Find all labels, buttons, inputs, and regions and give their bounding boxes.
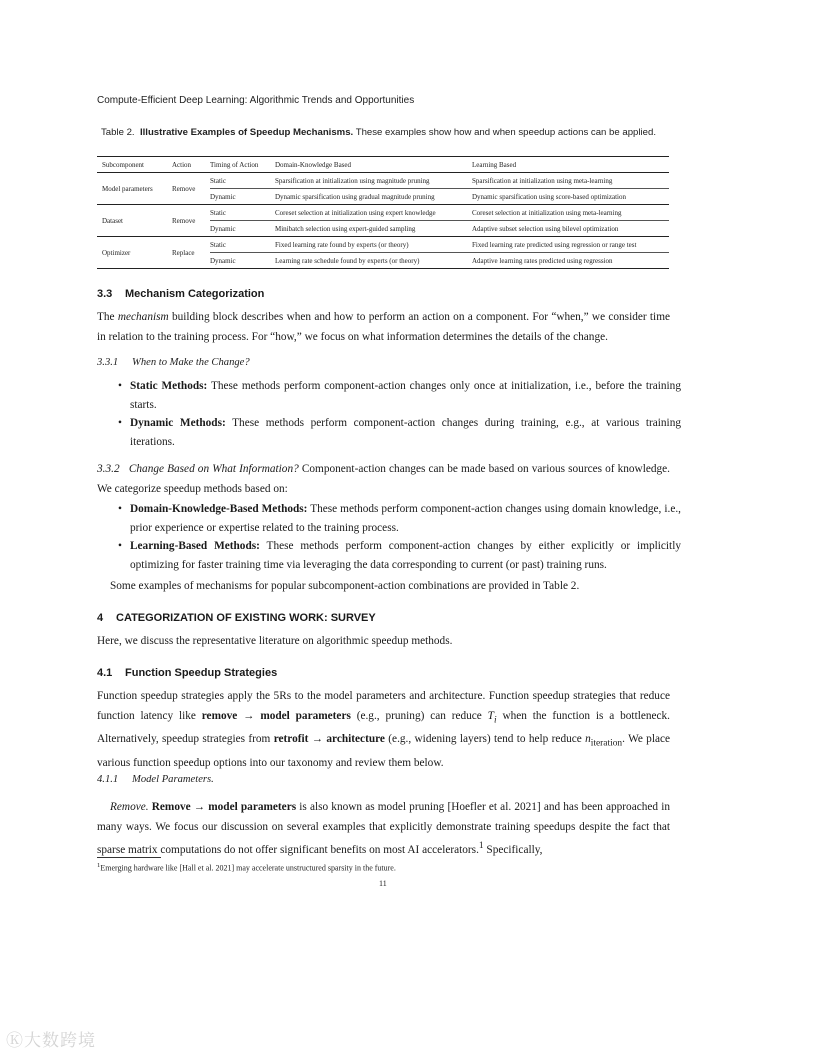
emphasis-remove: remove xyxy=(201,709,238,722)
table-cell-domain: Coreset selection at initialization using expert knowledge xyxy=(275,205,472,221)
table-cell-domain: Fixed learning rate found by experts (or theory) xyxy=(275,237,472,253)
section-heading-3-3 xyxy=(97,288,264,300)
list-item-text: These methods perform component-action changes during training, e.g., at various training iterations. xyxy=(130,417,681,448)
table-cell-timing: Dynamic xyxy=(210,189,275,205)
table-cell-domain: Dynamic sparsification using gradual magnitude pruning xyxy=(275,189,472,205)
text-run: The xyxy=(97,311,118,323)
section-title: Mechanism Categorization xyxy=(125,288,265,300)
text-run: . We place various function speedup options into our taxonomy and review them below. xyxy=(97,733,671,769)
list-item-title: Dynamic Methods: xyxy=(130,417,226,429)
table-cell-learning: Coreset selection at initialization using meta-learning xyxy=(472,205,669,221)
bullet-icon: • xyxy=(118,380,122,392)
list-item-text: These methods perform component-action changes by either explicitly or implicitly optimizing for faster training time via leveraging the data corresponding to current (or past) training runs. xyxy=(130,540,681,571)
subsection-title: When to Make the Change? xyxy=(132,357,250,368)
table-row xyxy=(97,173,669,189)
run-in-heading: Remove. xyxy=(110,801,149,813)
table-cell-domain: Learning rate schedule found by experts (or theory) xyxy=(275,256,420,265)
bullet-icon: • xyxy=(118,417,122,429)
arrow-icon: → xyxy=(193,801,206,813)
section-number: 4.1 xyxy=(97,667,113,679)
paragraph-change-based xyxy=(97,460,670,499)
list-item-title: Domain-Knowledge-Based Methods: xyxy=(130,503,308,515)
arrow-icon: → xyxy=(243,709,255,722)
table-cell-learning: Sparsification at initialization using meta-learning xyxy=(472,173,669,189)
emphasis-model-parameters: model parameters xyxy=(208,801,297,813)
section-heading-4-1 xyxy=(97,667,277,679)
section-number: 3.3 xyxy=(97,288,113,300)
table-cell-subcomponent: Model parameters xyxy=(97,173,172,205)
subsection-title: Change Based on What Information? xyxy=(128,463,299,475)
list-item-title: Learning-Based Methods: xyxy=(130,540,260,552)
list-item-learning-based xyxy=(118,537,681,574)
math-subscript: i xyxy=(493,714,497,725)
table-cell-domain: Sparsification at initialization using magnitude pruning xyxy=(275,173,472,189)
subsection-number: 3.3.1 xyxy=(97,357,119,368)
math-variable: n xyxy=(585,733,591,746)
watermark-logo: Ⓚ大数跨境 xyxy=(6,1031,96,1050)
page-number: 11 xyxy=(379,879,387,888)
text-run: is also known as model pruning [Hoefler et al. 2021] and has been approached in many ways. We focus our discussion on several examples that explicitly demonstrate training speedups despite the fact that sparse matrix computations do not offer significant benefits on most AI accelerators. xyxy=(97,801,670,856)
list-item-title: Static Methods: xyxy=(130,380,208,392)
paragraph-table-reference: Some examples of mechanisms for popular subcomponent-action combinations are provided in Table 2. xyxy=(110,580,580,592)
footnote-divider xyxy=(97,857,161,858)
bullet-icon: • xyxy=(118,540,122,552)
section-title: Function Speedup Strategies xyxy=(125,667,278,679)
text-run: (e.g., pruning) can reduce xyxy=(350,709,488,722)
table-cell-subcomponent: Dataset xyxy=(97,205,172,237)
text-run: when the function is a bottleneck. Alternatively, speedup strategies from xyxy=(97,709,671,746)
emphasis-model-parameters: model parameters xyxy=(260,709,351,722)
table-row xyxy=(97,205,669,221)
math-subscript: iteration xyxy=(590,738,623,749)
footnote xyxy=(97,862,396,873)
table-caption xyxy=(101,127,681,138)
table-cell-timing: Dynamic xyxy=(210,256,236,265)
table-cell-timing: Static xyxy=(210,173,275,189)
paragraph-mechanism xyxy=(97,308,670,347)
math-variable: T xyxy=(487,709,494,722)
table-header-cell: Timing of Action xyxy=(210,157,275,173)
subsection-heading-3-3-2 xyxy=(97,463,299,475)
table-cell-learning: Adaptive learning rates predicted using regression xyxy=(472,256,613,265)
subsection-title: Model Parameters. xyxy=(132,774,214,785)
table-cell-action: Remove xyxy=(172,205,210,237)
text-run: building block describes when and how to perform an action on a component. For “when,” we consider time in relation to the training process. For “how,” we focus on what information determines the details of the change. xyxy=(97,311,670,343)
list-item-text: These methods perform component-action changes only once at initialization, i.e., before the training starts. xyxy=(130,380,681,411)
footnote-text: Emerging hardware like [Hall et al. 2021] may accelerate unstructured sparsity in the future. xyxy=(100,863,396,873)
table-cell-action: Replace xyxy=(172,248,195,257)
table-cell-domain: Minibatch selection using expert-guided sampling xyxy=(275,221,472,237)
emphasis-remove: Remove xyxy=(151,801,191,813)
table-cell-subcomponent: Optimizer xyxy=(102,248,131,257)
table-caption-text: These examples show how and when speedup actions can be applied. xyxy=(355,127,656,138)
table-row xyxy=(97,237,669,253)
list-item-dynamic-methods xyxy=(118,414,681,451)
section-heading-4 xyxy=(97,612,376,624)
text-run: Specifically, xyxy=(483,843,543,856)
table-header-cell: Subcomponent xyxy=(97,157,172,173)
subsection-heading-3-3-1 xyxy=(97,357,250,368)
table-cell-timing: Static xyxy=(210,237,275,253)
table-header-cell: Domain-Knowledge Based xyxy=(275,157,472,173)
list-item-domain-knowledge xyxy=(118,500,681,537)
table-caption-label: Table 2. xyxy=(101,127,135,138)
bullet-icon: • xyxy=(118,503,122,515)
arrow-icon: → xyxy=(311,733,324,746)
running-head: Compute-Efficient Deep Learning: Algorithmic Trends and Opportunities xyxy=(97,95,415,106)
table-caption-title: Illustrative Examples of Speedup Mechanisms. xyxy=(139,127,354,138)
emphasis-architecture: architecture xyxy=(326,733,385,746)
subsection-number: 3.3.2 xyxy=(97,463,120,475)
footnote-mark: 1 xyxy=(97,862,101,869)
table-cell-learning: Adaptive subset selection using bilevel optimization xyxy=(472,221,669,237)
emphasis-mechanism: mechanism xyxy=(117,311,169,323)
table-header-cell: Action xyxy=(172,157,210,173)
subsection-number: 4.1.1 xyxy=(97,774,119,785)
section-title: CATEGORIZATION OF EXISTING WORK: SURVEY xyxy=(116,612,376,624)
paragraph-survey-intro: Here, we discuss the representative literature on algorithmic speedup methods. xyxy=(97,635,453,647)
paragraph-model-pruning xyxy=(97,798,670,860)
text-run: (e.g., widening layers) tend to help reduce xyxy=(384,733,586,746)
subsection-heading-4-1-1 xyxy=(97,774,214,785)
table-header-cell: Learning Based xyxy=(472,157,669,173)
table-cell-timing: Dynamic xyxy=(210,221,275,237)
table-cell-learning: Fixed learning rate predicted using regression or range test xyxy=(472,237,669,253)
section-number: 4 xyxy=(97,612,104,624)
list-item-text: These methods perform component-action changes using domain knowledge, i.e., prior experience or expertise related to the training process. xyxy=(130,503,681,534)
paragraph-function-speedup xyxy=(97,687,670,774)
table-cell-learning: Dynamic sparsification using score-based optimization xyxy=(472,189,669,205)
table-cell-timing: Static xyxy=(210,205,275,221)
table-header-row xyxy=(97,157,669,173)
footnote-marker: 1 xyxy=(478,841,484,851)
emphasis-retrofit: retrofit xyxy=(273,733,309,746)
table-cell-action: Remove xyxy=(172,173,210,205)
mechanism-table xyxy=(97,156,669,269)
text-run: Component-action changes can be made based on various sources of knowledge. We categorize speedup methods based on: xyxy=(97,463,670,495)
text-run: Function speedup strategies apply the 5Rs to the model parameters and architecture. Function speedup strategies that reduce function latency like xyxy=(97,690,670,722)
list-item-static-methods xyxy=(118,377,681,414)
